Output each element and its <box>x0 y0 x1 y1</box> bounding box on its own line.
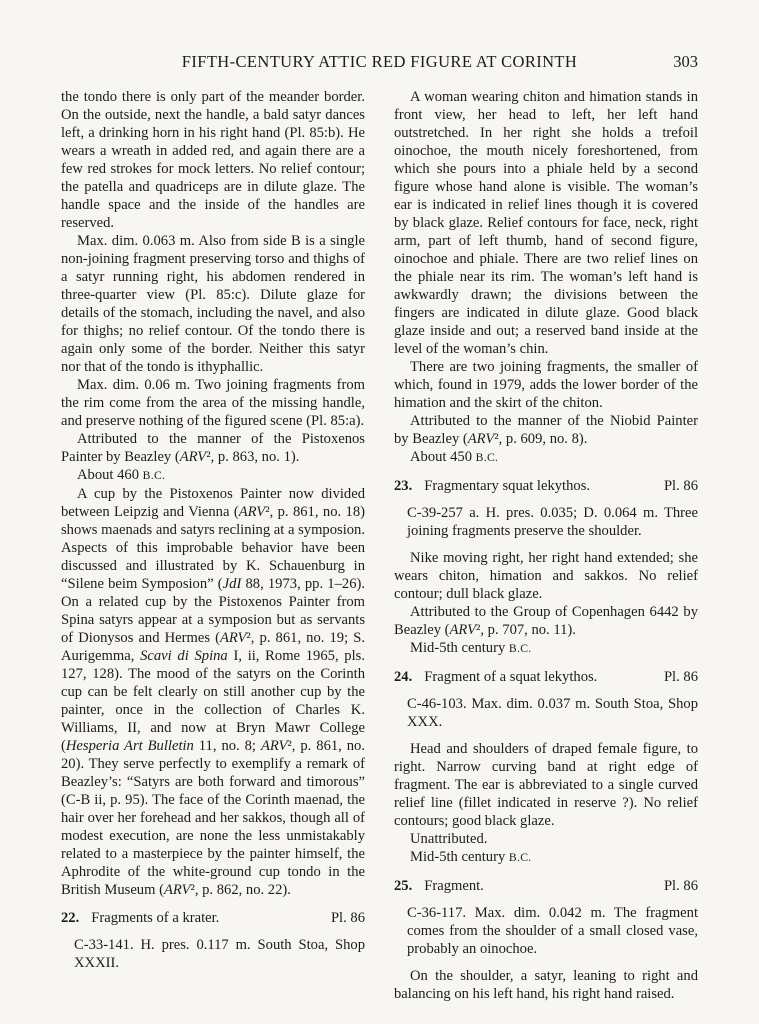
smallcaps-text: B.C. <box>508 642 532 655</box>
entry-heading <box>394 668 698 686</box>
plate-reference: Pl. 86 <box>663 669 698 685</box>
body-text: ², p. 861, no. 20). They serve perfectly to exemplify a remark of Beazley’s: “Satyrs are both forward and timorous” (C-B ii, p. 95). The face of the Corinth maenad, the hair over her forehead and her sakkos, though all of modest execution, are none the less unmistakably related to a masterpiece by the painter himself, the Aphrodite of the white-ground cup tondo in the British Museum ( <box>61 738 366 898</box>
paragraph <box>394 88 698 358</box>
entry-heading <box>394 877 698 895</box>
body-text: Head and shoulders of draped female figure, to right. Narrow curving band at right edge of fragment. The ear is abbreviated to a single curved relief line (fillet indicated in reserve ?). No relief contours; good black glaze. <box>394 741 698 829</box>
plate-reference: Pl. 86 <box>663 878 698 894</box>
body-text: About 460 <box>77 467 143 483</box>
page-title: FIFTH-CENTURY ATTIC RED FIGURE AT CORINTH <box>181 52 578 71</box>
paragraph <box>394 848 698 867</box>
entry-heading <box>394 477 698 495</box>
paragraph <box>394 639 698 658</box>
body-text: ², p. 863, no. 1). <box>206 449 300 465</box>
italic-text: ARV <box>163 882 191 898</box>
italic-text: ARV <box>467 431 495 447</box>
entry-title: Fragmentary squat lekythos. <box>424 478 591 494</box>
paragraph <box>394 412 698 448</box>
body-text: C-33-141. H. pres. 0.117 m. South Stoa, Shop XXXII. <box>74 937 365 971</box>
body-text: ², p. 609, no. 8). <box>494 431 588 447</box>
body-text: ², p. 707, no. 11). <box>476 622 576 638</box>
body-text: Attributed to the Group of Copenhagen 6442 by Beazley ( <box>394 604 698 638</box>
body-text: C-36-117. Max. dim. 0.042 m. The fragment comes from the shoulder of a small closed vase, probably an oinochoe. <box>407 905 698 957</box>
paragraph <box>61 466 365 485</box>
body-text: C-39-257 a. H. pres. 0.035; D. 0.064 m. Three joining fragments preserve the shoulder. <box>407 505 698 539</box>
catalog-entry <box>394 695 698 731</box>
right-column <box>394 88 698 1003</box>
body-text: Max. dim. 0.06 m. Two joining fragments from the rim come from the area of the missing handle, and preserve nothing of the figured scene (Pl. 85:a). <box>61 377 365 429</box>
italic-text: ARV <box>260 738 288 754</box>
body-text: Unattributed. <box>410 831 488 847</box>
entry-title: Fragments of a krater. <box>91 910 220 926</box>
paragraph <box>61 485 365 899</box>
paragraph <box>61 88 365 232</box>
entry-number: 25. <box>394 878 413 894</box>
italic-text: ARV <box>219 630 247 646</box>
body-text: the tondo there is only part of the meander border. On the outside, next the handle, a bald satyr dances left, a drinking horn in his right hand (Pl. 85:b). He wears a wreath in added red, and again there are a few red strokes for mock letters. No relief contour; the patella and quadriceps are in dilute glaze. The handle space and the inside of the handles are reserved. <box>61 89 365 231</box>
paragraph <box>394 358 698 412</box>
plate-reference: Pl. 86 <box>663 478 698 494</box>
body-text: A cup by the Pistoxenos Painter now divided between Leipzig and Vienna ( <box>61 486 365 520</box>
catalog-entry <box>394 504 698 540</box>
entry-title: Fragment of a squat lekythos. <box>424 669 598 685</box>
body-text: Mid-5th century <box>410 849 509 865</box>
body-text: 11, no. 8; <box>193 738 261 754</box>
left-column <box>61 88 365 1003</box>
catalog-entry <box>394 904 698 958</box>
page-header <box>61 52 698 74</box>
body-text: Mid-5th century <box>410 640 509 656</box>
italic-text: ARV <box>238 504 266 520</box>
paragraph <box>394 830 698 848</box>
body-text: ², p. 862, no. 22). <box>190 882 291 898</box>
text-columns <box>61 88 698 1003</box>
paragraph <box>394 549 698 603</box>
italic-text: Scavi di Spina <box>140 648 228 664</box>
smallcaps-text: B.C. <box>508 851 532 864</box>
body-text: There are two joining fragments, the smaller of which, found in 1979, adds the lower border of the himation and the skirt of the chiton. <box>394 359 698 411</box>
body-text: A woman wearing chiton and himation stands in front view, her head to left, her left hand outstretched. In her right she holds a trefoil oinochoe, the mouth nicely foreshortened, from which she pours into a phiale held by a second figure whose hand alone is visible. The woman’s ear is indicated in relief lines though it is covered by black glaze. Relief contours for face, neck, right arm, part of left thumb, hand of second figure, oinochoe and phiale. There are two relief lines on the phiale near its rim. The woman’s left hand is awkwardly drawn; the divisions between the fingers are indicated in dilute glaze. Good black glaze inside and out; a reserved band inside at the level of the woman’s chin. <box>394 89 698 357</box>
entry-title: Fragment. <box>424 878 484 894</box>
smallcaps-text: B.C. <box>142 469 166 482</box>
paragraph <box>61 376 365 430</box>
italic-text: Hesperia Art Bulletin <box>65 738 194 754</box>
body-text: I, ii, Rome 1965, pls. 127, 128). The mood of the satyrs on the Corinth cup can be felt clearly on still another cup by the painter, once in the collection of Charles K. Williams, II, and now at Bryn Mawr College ( <box>61 648 365 754</box>
body-text: Attributed to the manner of the Niobid Painter by Beazley ( <box>394 413 698 447</box>
entry-number: 24. <box>394 669 413 685</box>
italic-text: ARV <box>179 449 207 465</box>
entry-heading <box>61 909 365 927</box>
paragraph <box>394 603 698 639</box>
body-text: ², p. 861, no. 18) shows maenads and satyrs reclining at a symposion. Aspects of this improbable behavior have been discussed and illustrated by K. Schauenburg in “Silene beim Symposion” ( <box>61 504 365 592</box>
paragraph <box>394 967 698 1003</box>
body-text: On the shoulder, a satyr, leaning to right and balancing on his left hand, his right hand raised. <box>394 968 698 1002</box>
catalog-entry <box>61 936 365 972</box>
body-text: Nike moving right, her right hand extended; she wears chiton, himation and sakkos. No relief contour; dull black glaze. <box>394 550 698 602</box>
entry-number: 23. <box>394 478 413 494</box>
body-text: ², p. 861, no. 19; S. Aurigemma, <box>61 630 365 664</box>
body-text: About 450 <box>410 449 476 465</box>
body-text: Max. dim. 0.063 m. Also from side B is a single non-joining fragment preserving torso and thighs of a satyr running right, his abdomen rendered in three-quarter view (Pl. 85:c). Dilute glaze for details of the stomach, including the navel, and also for thighs; no relief contour. Of the tondo there is again only some of the border. Neither this satyr nor that of the tondo is ithyphallic. <box>61 233 365 375</box>
paragraph <box>61 430 365 466</box>
body-text: C-46-103. Max. dim. 0.037 m. South Stoa, Shop XXX. <box>407 696 698 730</box>
paragraph <box>394 448 698 467</box>
italic-text: JdI <box>222 576 242 592</box>
entry-number: 22. <box>61 910 80 926</box>
paragraph <box>61 232 365 376</box>
body-text: 88, 1973, pp. 1–26). On a related cup by the Pistoxenos Painter from Spina satyrs appear at a symposion but as servants of Dionysos and Hermes ( <box>61 576 365 646</box>
smallcaps-text: B.C. <box>475 451 499 464</box>
paragraph <box>394 740 698 830</box>
body-text: Attributed to the manner of the Pistoxenos Painter by Beazley ( <box>61 431 365 465</box>
plate-reference: Pl. 86 <box>330 910 365 926</box>
page-number: 303 <box>673 52 698 71</box>
italic-text: ARV <box>449 622 476 638</box>
